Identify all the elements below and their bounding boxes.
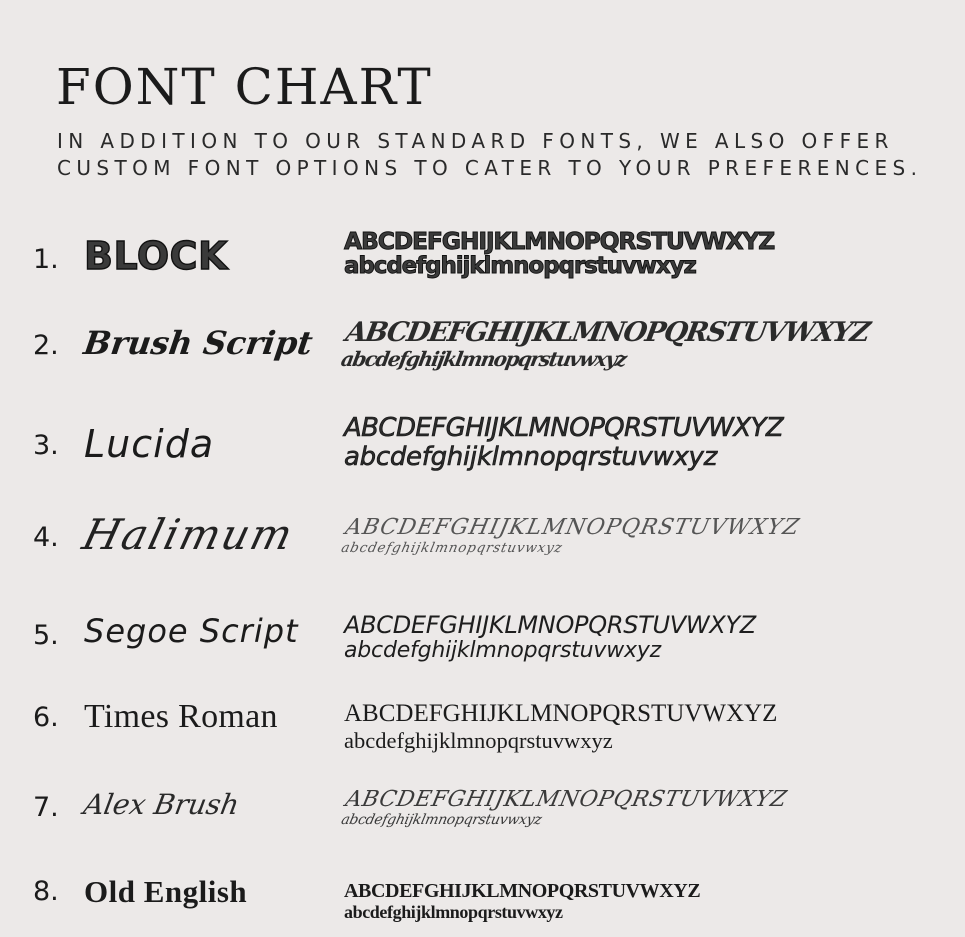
font-sample	[339, 318, 871, 371]
sample-uppercase: ABCDEFGHIJKLMNOPQRSTUVWXYZ	[343, 515, 803, 540]
sample-lowercase: abcdefghijklmnopqrstuvwxyz	[344, 442, 717, 473]
sample-lowercase: abcdefghijklmnopqrstuvwxyz	[339, 811, 544, 828]
font-name: Times Roman	[84, 698, 278, 735]
page-title: FONT CHART	[56, 58, 433, 116]
sample-uppercase: ABCDEFGHIJKLMNOPQRSTUVWXYZ	[344, 413, 784, 443]
sample-lowercase: abcdefghijklmnopqrstuvwxyz	[344, 637, 662, 663]
font-sample	[344, 228, 774, 280]
font-number: 1.	[33, 244, 59, 275]
font-sample	[344, 700, 777, 753]
sample-lowercase: abcdefghijklmnopqrstuvwxyz	[339, 539, 565, 556]
font-name: Old English	[84, 874, 248, 909]
font-name: Brush Script	[81, 324, 316, 362]
font-name: Halimum	[77, 510, 300, 559]
font-number: 6.	[33, 702, 59, 733]
sample-lowercase: abcdefghijklmnopqrstuvwxyz	[344, 902, 563, 923]
font-number: 5.	[33, 620, 59, 651]
sample-lowercase: abcdefghijklmnopqrstuvwxyz	[344, 253, 696, 280]
font-sample	[340, 516, 802, 556]
subtitle-line-1: IN ADDITION TO OUR STANDARD FONTS, WE ALSO OFFER	[57, 129, 894, 153]
font-sample	[344, 880, 700, 923]
font-name: Segoe Script	[84, 612, 299, 650]
sample-uppercase: ABCDEFGHIJKLMNOPQRSTUVWXYZ	[344, 880, 701, 902]
sample-lowercase: abcdefghijklmnopqrstuvwxyz	[339, 347, 628, 372]
sample-lowercase: abcdefghijklmnopqrstuvwxyz	[344, 728, 613, 753]
subtitle-line-2: CUSTOM FONT OPTIONS TO CATER TO YOUR PREFERENCES.	[57, 156, 923, 180]
font-name: BLOCK	[84, 234, 228, 278]
font-sample	[340, 788, 789, 828]
font-number: 2.	[33, 330, 59, 361]
font-name: Lucida	[84, 422, 215, 466]
font-number: 4.	[33, 522, 59, 553]
font-number: 8.	[33, 876, 59, 907]
sample-uppercase: ABCDEFGHIJKLMNOPQRSTUVWXYZ	[344, 700, 778, 727]
font-number: 7.	[33, 792, 59, 823]
sample-uppercase: ABCDEFGHIJKLMNOPQRSTUVWXYZ	[343, 317, 872, 348]
font-name: Alex Brush	[81, 788, 242, 821]
page-subtitle	[57, 128, 922, 182]
sample-uppercase: ABCDEFGHIJKLMNOPQRSTUVWXYZ	[344, 227, 775, 255]
sample-uppercase: ABCDEFGHIJKLMNOPQRSTUVWXYZ	[344, 611, 756, 639]
font-sample	[344, 612, 756, 664]
sample-uppercase: ABCDEFGHIJKLMNOPQRSTUVWXYZ	[343, 787, 790, 812]
font-number: 3.	[33, 430, 59, 461]
font-sample	[344, 414, 783, 472]
